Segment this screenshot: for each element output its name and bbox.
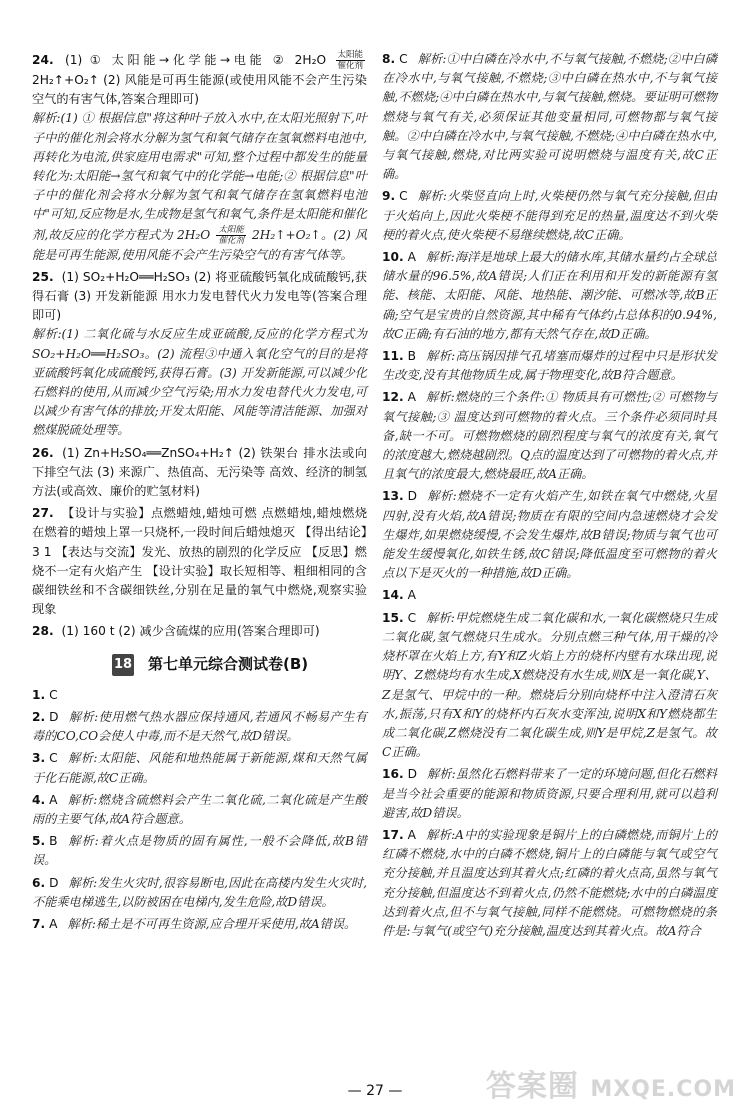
answer-choice: D [407, 767, 417, 782]
explanation: 解析:A中的实验现象是铜片上的白磷燃烧,而铜片上的红磷不燃烧,水中的白磷不燃烧,铜片上的白磷能与氧气或空气充分接触,并且温度达到其着火点;红磷的着火点高,虽然与氧气充分接触,但温度达不到着火点,仍然不能燃烧;水中的白磷温度达到着火点,但不与氧气接触,同样不能燃烧。可燃物燃烧的条件是:与氧气(或空气)充分接触,温度达到其着火点。故A符合 [382, 827, 717, 938]
answer-item [32, 749, 367, 787]
answer-item [382, 487, 717, 583]
answer-choice: A [407, 250, 416, 265]
question-number: 24. [32, 53, 54, 67]
reaction-condition: $\frac{\text{太阳能}}{\text{催化剂}}$ [337, 50, 364, 71]
question-28 [32, 622, 367, 641]
question-number: 10. [382, 250, 404, 265]
explanation: 解析:使用燃气热水器应保持通风,若通风不畅易产生有毒的CO,CO会使人中毒,而不是天然气,故D错误。 [32, 709, 367, 744]
answer-choice: B [407, 349, 416, 364]
question-number: 15. [382, 610, 404, 625]
answer-item [382, 765, 717, 823]
question-27 [32, 504, 367, 619]
answer-choice: C [399, 52, 408, 66]
answer-item [382, 826, 717, 941]
answer-item [32, 832, 367, 870]
question-number: 11. [382, 349, 404, 364]
explanation: 解析:火柴竖直向上时,火柴梗仍然与氧气充分接触,但由于火焰向上,因此火柴梗不能得到充足的热量,温度达不到火柴梗的着火点,使火柴梗不易继续燃烧,故C正确。 [382, 189, 717, 242]
question-number: 5. [32, 834, 46, 849]
answer-item [32, 874, 367, 912]
explanation: 解析:(1) ① 根据信息"将这种叶子放入水中,在太阳光照射下,叶子中的催化剂会将水分解为氢气和氧气储存在氢氧燃料电池中,再转化为电流,供家庭用电需求"可知,整个过程中都发生的能量转化为:太阳能→氢气和氧气中的化学能→电能;② 根据信息"叶子中的催化剂会将水分解为氢气和氧气储存在氢氧燃料电池中"可知,反应物是水,生成物是氢气和氧气,条件是太阳能和催化剂,故反应的化学方程式为 2H₂O $\frac{\text{太阳能}}{\text{催化剂}}$ 2H₂↑+O₂↑。(2) 风能是可再生能源,使用风能不会产生污染空气的有害气体等。 [32, 111, 368, 262]
answer-text: (1) Zn+H₂SO₄══ZnSO₄+H₂↑ (2) 铁架台 排水法或向下排空气法 (3) 来源广、热值高、无污染等 高效、经济的制氢方法(或高效、廉价的贮氢材料) [32, 445, 367, 499]
answer-text: (1) 160 t (2) 减少含硫煤的应用(答案合理即可) [61, 624, 320, 639]
section-heading [112, 654, 367, 676]
answer-choice: A [407, 588, 416, 603]
explanation: 解析:发生火灾时,很容易断电,因此在高楼内发生火灾时,不能乘电梯逃生,以防被困在电梯内,发生危险,故D错误。 [32, 875, 367, 909]
right-column [382, 50, 717, 944]
answer-choice: C [49, 687, 58, 702]
question-number: 27. [32, 506, 54, 521]
reaction-condition: $\frac{\text{太阳能}}{\text{催化剂}}$ [218, 224, 244, 246]
question-number: 26. [32, 445, 54, 460]
answer-item [32, 791, 367, 829]
answer-item [32, 708, 367, 746]
explanation: 解析:(1) 二氧化硫与水反应生成亚硫酸,反应的化学方程式为 SO₂+H₂O══H₂SO₃。(2) 流程③中通入氧化空气的目的是将亚硫酸钙氧化成硫酸钙,获得石膏。(3) 开发新能源,可以减少化石燃料的使用,从而减少空气污染;用水力发电替代火力发电,可以减少有害气体的排放;开发太阳能、风能等清洁能源、加强对燃煤脱硫处理等。 [32, 327, 367, 438]
question-number: 13. [382, 489, 404, 504]
explanation: 解析:甲烷燃烧生成二氧化碳和水,一氧化碳燃烧只生成二氧化碳,氢气燃烧只生成水。分别点燃三种气体,用干燥的冷烧杯罩在火焰上方,有Y和Z火焰上方的烧杯内壁有水珠出现,说明Y、Z燃烧均有水生成,X燃烧没有水生成,则X是一氧化碳,Y、Z是氢气、甲烷中的一种。燃烧后分别向烧杯中注入澄清石灰水,振荡,只有X和Y的烧杯内石灰水变浑浊,说明X和Y燃烧都生成二氧化碳,Z燃烧没有二氧化碳生成,则Y是甲烷,Z是氢气。故C正确。 [382, 610, 717, 760]
answer-item [382, 187, 717, 245]
answer-text: (1) SO₂+H₂O══H₂SO₃ (2) 将亚硫酸钙氧化成硫酸钙,获得石膏 (3) 开发新能源 用水力发电替代火力发电等(答案合理即可) [32, 269, 367, 323]
answer-choice: A [407, 827, 416, 842]
explanation: 解析:①中白磷在冷水中,不与氧气接触,不燃烧;②中白磷在冷水中,与氧气接触,不燃烧;③中白磷在热水中,不与氧气接触,不燃烧;④中白磷在热水中,与氧气接触,燃烧。要证明可燃物燃烧与氧气有关,必须保证其他变量相同,可燃物都与氧气接触。②中白磷在冷水中,与氧气接触,不燃烧;④中白磷在热水中,与氧气接触,燃烧,对比两实验可说明燃烧与温度有关,故C正确。 [382, 52, 717, 182]
explanation: 解析:虽然化石燃料带来了一定的环境问题,但化石燃料是当今社会重要的能源和物质资源,只要合理利用,就可以趋利避害,故D错误。 [382, 767, 717, 820]
explanation: 解析:燃烧含硫燃料会产生二氧化硫,二氧化硫是产生酸雨的主要气体,故A符合题意。 [32, 792, 367, 826]
answer-item [382, 586, 717, 605]
question-number: 7. [32, 916, 46, 931]
question-number: 28. [32, 624, 54, 639]
answer-text: (1) ① 太阳能→化学能→电能 ② 2H₂O [65, 53, 327, 67]
answer-choice: B [49, 834, 58, 849]
watermark-logo: 答案圈 MXQE.COM [485, 1069, 736, 1104]
answer-choice: D [49, 875, 59, 890]
answer-item [382, 347, 717, 385]
question-number: 9. [382, 189, 396, 204]
explanation: 解析:燃烧不一定有火焰产生,如铁在氧气中燃烧,火星四射,没有火焰,故A错误;物质在有限的空间内急速燃烧才会发生爆炸,如果燃烧缓慢,不会发生爆炸,故B错误;物质与氧气也可能发生缓慢氧化,如铁生锈,故C错误;降低温度至可燃物的着火点以下是灭火的一种措施,故D正确。 [382, 489, 717, 581]
question-25 [32, 268, 367, 441]
explanation: 解析:太阳能、风能和地热能属于新能源,煤和天然气属于化石能源,故C正确。 [32, 751, 367, 785]
answer-choice: D [407, 489, 417, 504]
question-number: 3. [32, 751, 46, 766]
answer-choice: A [49, 792, 58, 807]
left-column [32, 50, 367, 937]
explanation: 解析:海洋是地球上最大的储水库,其储水量约占全球总储水量的96.5%,故A错误;人们正在利用和开发的新能源有氢能、核能、太阳能、风能、地热能、潮汐能、可燃冰等,故B正确;空气是宝贵的自然资源,其中稀有气体约占总体积的0.94%,故C正确;有石油的地方,都有天然气存在,故D正确。 [382, 250, 717, 341]
answer-item [382, 388, 717, 484]
answer-choice: C [399, 189, 408, 204]
page-number: — 27 — [347, 1083, 403, 1099]
question-26 [32, 444, 367, 502]
answer-item [32, 686, 367, 705]
question-number: 2. [32, 709, 46, 724]
explanation: 解析:燃烧的三个条件:① 物质具有可燃性;② 可燃物与氧气接触;③ 温度达到可燃物的着火点。三个条件必须同时具备,缺一不可。可燃物燃烧的剧烈程度与氧气的浓度有关,氧气的浓度越大,燃烧越剧烈。Q点的温度达到了可燃物的着火点,并且氧气的浓度最大,燃烧最旺,故A正确。 [382, 390, 717, 482]
answer-choice: C [407, 610, 417, 625]
question-24 [32, 50, 367, 265]
answer-choice: A [407, 390, 416, 405]
question-number: 14. [382, 588, 404, 603]
question-number: 4. [32, 792, 46, 807]
question-number: 6. [32, 875, 46, 890]
explanation: 解析:高压锅因排气孔堵塞而爆炸的过程中只是形状发生改变,没有其他物质生成,属于物理变化,故B符合题意。 [382, 349, 717, 383]
question-number: 25. [32, 269, 54, 284]
section-number-badge: 18 [112, 654, 134, 676]
answer-item [382, 609, 717, 763]
question-number: 8. [382, 52, 396, 66]
answer-text-cont: 2H₂↑+O₂↑ (2) 风能是可再生能源(或使用风能不会产生污染空气的有害气体,答案合理即可) [32, 73, 367, 107]
question-number: 12. [382, 390, 404, 405]
answer-choice: D [49, 709, 59, 724]
section-title: 第七单元综合测试卷(B) [148, 655, 309, 674]
answer-choice: C [49, 751, 58, 766]
answer-item [32, 915, 367, 934]
answer-item [382, 248, 717, 344]
explanation: 解析:稀土是不可再生资源,应合理开采使用,故A错误。 [67, 916, 357, 931]
answer-choice: A [49, 916, 58, 931]
explanation: 解析:着火点是物质的固有属性,一般不会降低,故B错误。 [32, 834, 367, 868]
answer-item [382, 50, 717, 184]
answer-text: 【设计与实验】点燃蜡烛,蜡烛可燃 点燃蜡烛,蜡烛燃烧 在燃着的蜡烛上罩一只烧杯,一段时间后蜡烛熄灭 【得出结论】3 1 【表达与交流】发光、放热的剧烈的化学反应 【反思】燃烧不一定有火焰产生 【设计实验】取长短相等、粗细相同的含碳细铁丝和不含碳细铁丝,分别在足量的氧气中燃烧,观察实验现象 [32, 506, 368, 617]
question-number: 17. [382, 827, 404, 842]
answer-list [32, 686, 367, 934]
question-number: 16. [382, 767, 404, 782]
answer-list [382, 50, 717, 941]
question-number: 1. [32, 687, 46, 702]
